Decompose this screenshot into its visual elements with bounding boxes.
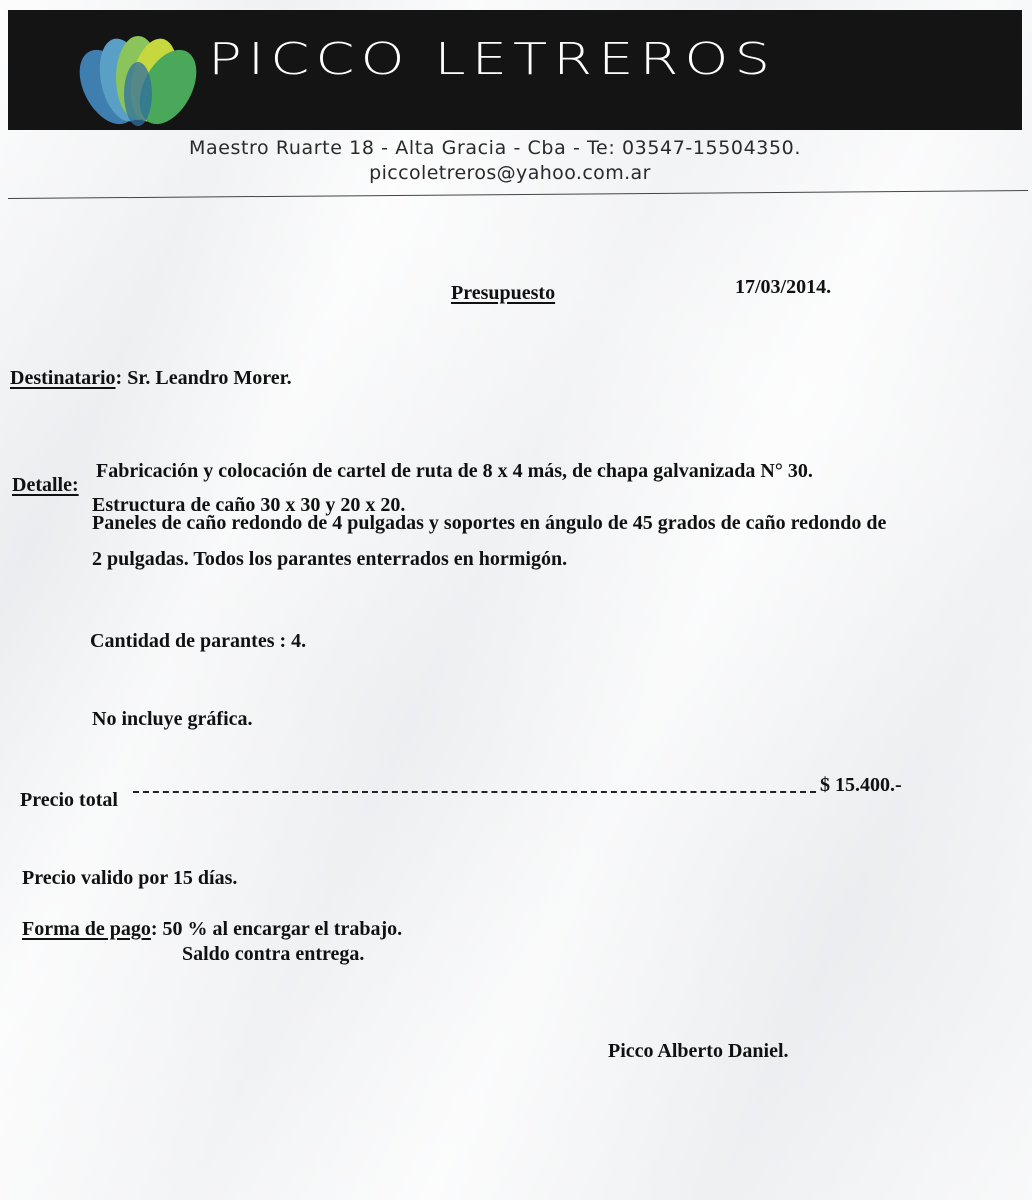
recipient-line [10, 367, 292, 390]
payment-line [22, 918, 402, 941]
payment-terms: : 50 % al encargar el trabajo. [150, 918, 403, 940]
detail-line: Estructura de caño 30 x 30 y 20 x 20. [92, 494, 406, 516]
company-name: PICCO LETREROS [208, 34, 776, 85]
document-title: Presupuesto [451, 282, 556, 304]
total-value: $ 15.400.- [820, 774, 902, 796]
header-divider [8, 190, 1028, 199]
total-label: Precio total [20, 789, 118, 811]
total-leader-dashes [133, 791, 816, 793]
leaf-fan-logo-icon [68, 32, 204, 132]
exclusion-line: No incluye gráfica. [92, 708, 253, 730]
detail-line: Fabricación y colocación de cartel de ruta de 8 x 4 más, de chapa galvanizada N° 30. [96, 460, 813, 482]
signature-name: Picco Alberto Daniel. [608, 1040, 789, 1062]
quantity-line: Cantidad de parantes : 4. [90, 630, 307, 652]
detail-label: Detalle: [12, 474, 79, 496]
validity-line: Precio valido por 15 días. [22, 867, 238, 889]
letterhead-banner [8, 10, 1022, 130]
recipient-value: : Sr. Leandro Morer. [115, 367, 292, 389]
detail-line: 2 pulgadas. Todos los parantes enterrados en hormigón. [92, 548, 568, 570]
company-email: piccoletreros@yahoo.com.ar [369, 162, 651, 184]
company-address: Maestro Ruarte 18 - Alta Gracia - Cba - Te: 03547-15504350. [188, 137, 801, 159]
payment-label: Forma de pago [22, 918, 151, 940]
recipient-label: Destinatario [10, 367, 116, 389]
document-date: 17/03/2014. [735, 276, 832, 298]
payment-balance: Saldo contra entrega. [182, 943, 365, 965]
detail-line: Paneles de caño redondo de 4 pulgadas y soportes en ángulo de 45 grados de caño redondo de [92, 512, 887, 534]
